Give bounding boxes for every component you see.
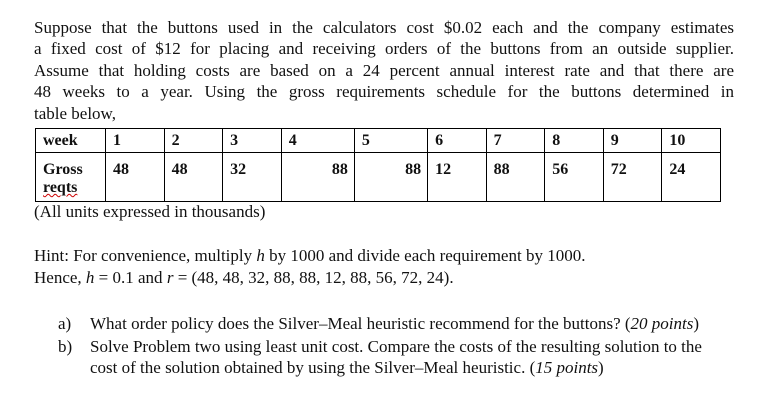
question-item: b) Solve Problem two using least unit cost. Compare the costs of the resulting solution to the cost of the solution obtained by using the Silver–Meal heuristic. (15 points) bbox=[58, 336, 702, 377]
week-cell: 8 bbox=[545, 129, 604, 153]
week-cell: 7 bbox=[486, 129, 545, 153]
paragraph-line: Assume that holding costs are based on a 24 percent annual interest rate and that there are bbox=[34, 60, 734, 80]
units-note: (All units expressed in thousands) bbox=[34, 202, 266, 221]
paragraph-line: table below, bbox=[34, 103, 116, 123]
question-text: What order policy does the Silver–Meal heuristic recommend for the buttons? ( bbox=[90, 314, 631, 333]
paragraph-line: a fixed cost of $12 for placing and receiving orders of the buttons from an outside supplier. bbox=[34, 39, 734, 59]
week-cell: 3 bbox=[223, 129, 282, 153]
h-symbol: h bbox=[85, 268, 95, 287]
hint-line-1: Hint: For convenience, multiply h by 1000 and divide each requirement by 1000. bbox=[34, 246, 586, 265]
week-cell: 6 bbox=[428, 129, 487, 153]
week-cell: 10 bbox=[662, 129, 721, 153]
week-cell: 4 bbox=[281, 129, 354, 153]
week-cell: 9 bbox=[603, 129, 662, 153]
hint-line-2: Hence, h = 0.1 and r = (48, 48, 32, 88, 88, 12, 88, 56, 72, 24). bbox=[34, 268, 454, 287]
gross-cell: 88 bbox=[354, 153, 427, 202]
question-list bbox=[58, 313, 726, 380]
question-text: Solve Problem two using least unit cost. Compare the costs of the resulting solution to the cost of the solution obtained by using the Silver–Meal heuristic. ( bbox=[90, 336, 702, 377]
paragraph-line: Suppose that the buttons used in the calculators cost $0.02 each and the company estimates bbox=[34, 18, 734, 37]
gross-cell: 12 bbox=[428, 153, 487, 202]
gross-cell: 72 bbox=[603, 153, 662, 202]
week-cell: 5 bbox=[354, 129, 427, 153]
week-cell: 2 bbox=[164, 129, 223, 153]
week-row bbox=[36, 129, 721, 153]
gross-label: Gross bbox=[43, 161, 83, 178]
problem-paragraph bbox=[34, 17, 734, 124]
question-marker: b) bbox=[58, 336, 73, 356]
gross-cell: 88 bbox=[486, 153, 545, 202]
gross-cell: 88 bbox=[281, 153, 354, 202]
gross-row bbox=[36, 153, 721, 202]
gross-cell: 32 bbox=[223, 153, 282, 202]
week-header: week bbox=[36, 129, 106, 153]
h-symbol: h bbox=[256, 246, 265, 265]
gross-cell: 48 bbox=[164, 153, 223, 202]
reqts-label: reqts bbox=[43, 179, 78, 196]
gross-cell: 24 bbox=[662, 153, 721, 202]
question-marker: a) bbox=[58, 314, 72, 333]
hint-block bbox=[34, 245, 585, 289]
question-item: a) What order policy does the Silver–Meal heuristic recommend for the buttons? (20 points) bbox=[58, 314, 700, 333]
gross-cell: 48 bbox=[106, 153, 165, 202]
gross-cell: 56 bbox=[545, 153, 604, 202]
paragraph-line: 48 weeks to a year. Using the gross requirements schedule for the buttons determined in bbox=[34, 82, 734, 102]
requirements-table bbox=[35, 128, 721, 202]
r-symbol: r bbox=[166, 268, 174, 287]
week-cell: 1 bbox=[106, 129, 165, 153]
question-points: 20 points bbox=[630, 314, 694, 333]
gross-header bbox=[36, 153, 106, 202]
question-points: 15 points bbox=[535, 358, 599, 377]
